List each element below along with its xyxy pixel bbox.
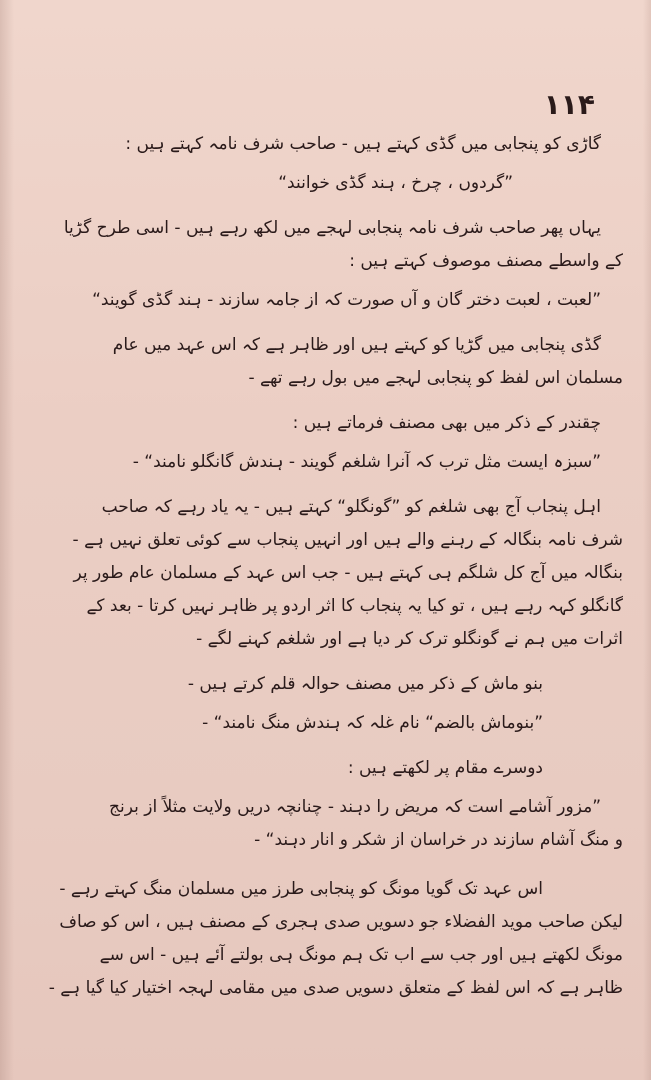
quote-line: ”سبزہ ایست مثل ترب کہ آنرا شلغم گویند - ہندش گانگلو نامند“ - <box>132 452 601 472</box>
text-line: کے واسطے مصنف موصوف کہتے ہیں : <box>349 251 623 271</box>
text-line: مونگ لکھتے ہیں اور جب سے اب تک ہم مونگ ہی بولتے آئے ہیں - اس سے <box>99 945 623 965</box>
text-line: ظاہر ہے کہ اس لفظ کے متعلق دسویں صدی میں مقامی لہجہ اختیار کیا گیا ہے - <box>48 978 623 998</box>
quote-line: ”بنوماش بالضم“ نام غلہ کہ ہندش منگ نامند“ - <box>202 713 543 733</box>
quote-line: ”مزور آشامے است کہ مریض را دہند - چنانچہ دریں ولایت مثلاً از برنج <box>109 797 601 817</box>
text-line: گانگلو کہہ رہے ہیں ، تو کیا یہ پنجاب کا اثر اردو پر ظاہر نہیں کرتا - بعد کے <box>86 596 623 616</box>
text-line: چقندر کے ذکر میں بھی مصنف فرماتے ہیں : <box>292 413 601 433</box>
page-shadow-right <box>643 0 651 1080</box>
text-line: دوسرے مقام پر لکھتے ہیں : <box>347 758 543 778</box>
text-line: گاڑی کو پنجابی میں گڈی کہتے ہیں - صاحب شرف نامہ کہتے ہیں : <box>125 134 601 154</box>
page-number: ۱۱۴ <box>543 88 595 121</box>
text-line: یہاں پھر صاحب شرف نامہ پنجابی لہجے میں لکھ رہے ہیں - اسی طرح گڑیا <box>63 218 601 238</box>
text-line: شرف نامہ بنگالہ کے رہنے والے ہیں اور انہیں پنجاب سے کوئی تعلق نہیں ہے - <box>72 530 623 550</box>
text-line: مسلمان اس لفظ کو پنجابی لہجے میں بول رہے تھے - <box>248 368 623 388</box>
text-line: اس عہد تک گویا مونگ کو پنجابی طرز میں مسلمان منگ کہتے رہے - <box>59 879 543 899</box>
text-line: اثرات میں ہم نے گونگلو ترک کر دیا ہے اور شلغم کہنے لگے - <box>196 629 623 649</box>
body-text <box>30 128 623 1005</box>
text-line: بنو ماش کے ذکر میں مصنف حوالہ قلم کرتے ہیں - <box>187 674 543 694</box>
quote-line: ”گردوں ، چرخ ، ہند گڈی خوانند“ <box>278 173 513 193</box>
text-line: بنگالہ میں آج کل شلگم ہی کہتے ہیں - جب اس عہد کے مسلمان عام طور پر <box>73 563 623 583</box>
text-line: لیکن صاحب موید الفضلاء جو دسویں صدی ہجری کے مصنف ہیں ، اس کو صاف <box>59 912 623 932</box>
text-line: گڈی پنجابی میں گڑیا کو کہتے ہیں اور ظاہر ہے کہ اس عہد میں عام <box>112 335 601 355</box>
text-line: اہل پنجاب آج بھی شلغم کو ”گونگلو“ کہتے ہیں - یہ یاد رہے کہ صاحب <box>101 497 601 517</box>
quote-line: ”لعبت ، لعبت دختر گان و آں صورت کہ از جامہ سازند - ہند گڈی گویند“ <box>92 290 601 310</box>
quote-line: و منگ آشام سازند در خراسان از شکر و انار دہند“ - <box>254 830 623 850</box>
page-shadow-left <box>0 0 14 1080</box>
